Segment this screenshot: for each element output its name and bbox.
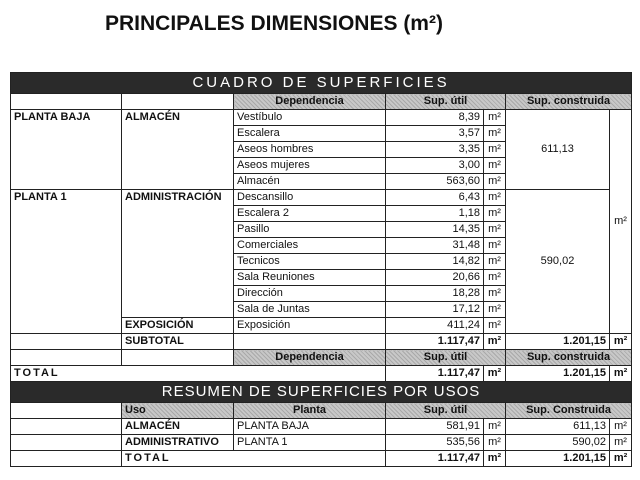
resumen-header-sup-util: Sup. útil xyxy=(386,403,506,419)
row-value: 3,00 xyxy=(386,158,484,174)
row-unit: m² xyxy=(484,222,506,238)
resumen-total-row xyxy=(11,451,632,467)
planta-baja-label: PLANTA BAJA xyxy=(11,110,122,190)
row-unit: m² xyxy=(484,366,506,382)
footer-header-dependencia: Dependencia xyxy=(234,350,386,366)
subtotal-label: SUBTOTAL xyxy=(122,334,234,350)
row-name: Aseos mujeres xyxy=(234,158,386,174)
row-name: Tecnicos xyxy=(234,254,386,270)
row-value: 411,24 xyxy=(386,318,484,334)
total-construida: 1.201,15 xyxy=(506,366,610,382)
total-row xyxy=(11,366,632,382)
header-planta: Planta xyxy=(234,403,386,419)
planta-name: PLANTA BAJA xyxy=(234,419,386,435)
table-row xyxy=(11,190,632,206)
row-unit: m² xyxy=(484,435,506,451)
header-sup-construida: Sup. construida xyxy=(506,94,632,110)
surface-table xyxy=(10,72,632,467)
row-unit: m² xyxy=(484,270,506,286)
row-value: 3,35 xyxy=(386,142,484,158)
surface-sheet xyxy=(10,72,631,467)
row-name: Comerciales xyxy=(234,238,386,254)
planta-1-construida: 590,02 xyxy=(506,190,610,334)
resumen-header-sup-construida: Sup. Construida xyxy=(506,403,632,419)
row-name: Aseos hombres xyxy=(234,142,386,158)
almacen-group: ALMACÉN xyxy=(122,110,234,190)
header-uso: Uso xyxy=(122,403,234,419)
row-name: Descansillo xyxy=(234,190,386,206)
row-unit: m² xyxy=(484,334,506,350)
row-value: 1,18 xyxy=(386,206,484,222)
planta-name: PLANTA 1 xyxy=(234,435,386,451)
row-name: Dirección xyxy=(234,286,386,302)
row-value: 3,57 xyxy=(386,126,484,142)
table-row xyxy=(11,435,632,451)
row-unit: m² xyxy=(484,110,506,126)
exposicion-group: EXPOSICIÓN xyxy=(122,318,234,334)
cuadro-header-row xyxy=(11,94,632,110)
row-unit: m² xyxy=(610,334,632,350)
subtotal-util: 1.117,47 xyxy=(386,334,484,350)
row-unit: m² xyxy=(484,318,506,334)
row-unit: m² xyxy=(484,254,506,270)
row-name: Almacén xyxy=(234,174,386,190)
row-value: 20,66 xyxy=(386,270,484,286)
row-unit: m² xyxy=(484,302,506,318)
row-name: Pasillo xyxy=(234,222,386,238)
resumen-total-construida: 1.201,15 xyxy=(506,451,610,467)
page-title: PRINCIPALES DIMENSIONES (m²) xyxy=(105,12,443,35)
total-label: TOTAL xyxy=(11,366,386,382)
row-name: Escalera 2 xyxy=(234,206,386,222)
row-value: 18,28 xyxy=(386,286,484,302)
row-unit: m² xyxy=(484,419,506,435)
subtotal-row xyxy=(11,334,632,350)
row-unit: m² xyxy=(484,174,506,190)
footer-header-sup-construida: Sup. construida xyxy=(506,350,632,366)
row-unit: m² xyxy=(484,286,506,302)
row-value: 563,60 xyxy=(386,174,484,190)
row-name: Escalera xyxy=(234,126,386,142)
row-construida: 611,13 xyxy=(506,419,610,435)
uso-name: ALMACÉN xyxy=(122,419,234,435)
row-unit: m² xyxy=(484,190,506,206)
resumen-title: RESUMEN DE SUPERFICIES POR USOS xyxy=(11,382,632,403)
row-name: Sala Reuniones xyxy=(234,270,386,286)
row-unit: m² xyxy=(610,366,632,382)
total-util: 1.117,47 xyxy=(386,366,484,382)
administracion-group: ADMINISTRACIÓN xyxy=(122,190,234,318)
resumen-banner xyxy=(11,382,632,403)
footer-header-sup-util: Sup. útil xyxy=(386,350,506,366)
row-value: 31,48 xyxy=(386,238,484,254)
subtotal-construida: 1.201,15 xyxy=(506,334,610,350)
row-unit: m² xyxy=(484,206,506,222)
table-row xyxy=(11,419,632,435)
cuadro-banner xyxy=(11,73,632,94)
resumen-header-row xyxy=(11,403,632,419)
row-unit: m² xyxy=(484,142,506,158)
row-construida: 590,02 xyxy=(506,435,610,451)
row-value: 6,43 xyxy=(386,190,484,206)
row-unit: m² xyxy=(610,435,632,451)
planta-1-label: PLANTA 1 xyxy=(11,190,122,334)
row-value: 17,12 xyxy=(386,302,484,318)
row-name: Sala de Juntas xyxy=(234,302,386,318)
row-unit: m² xyxy=(610,451,632,467)
row-value: 14,82 xyxy=(386,254,484,270)
construida-unit: m² xyxy=(610,110,632,334)
row-value: 8,39 xyxy=(386,110,484,126)
row-value: 535,56 xyxy=(386,435,484,451)
cuadro-footer-header-row xyxy=(11,350,632,366)
row-unit: m² xyxy=(610,419,632,435)
cuadro-title: CUADRO DE SUPERFICIES xyxy=(11,73,632,94)
row-unit: m² xyxy=(484,158,506,174)
row-value: 581,91 xyxy=(386,419,484,435)
row-unit: m² xyxy=(484,238,506,254)
header-dependencia: Dependencia xyxy=(234,94,386,110)
row-name: Exposición xyxy=(234,318,386,334)
row-name: Vestíbulo xyxy=(234,110,386,126)
resumen-total-label: TOTAL xyxy=(122,451,386,467)
header-sup-util: Sup. útil xyxy=(386,94,506,110)
row-unit: m² xyxy=(484,126,506,142)
row-unit: m² xyxy=(484,451,506,467)
planta-baja-construida: 611,13 xyxy=(506,110,610,190)
table-row xyxy=(11,110,632,126)
row-value: 14,35 xyxy=(386,222,484,238)
resumen-total-util: 1.117,47 xyxy=(386,451,484,467)
uso-name: ADMINISTRATIVO xyxy=(122,435,234,451)
